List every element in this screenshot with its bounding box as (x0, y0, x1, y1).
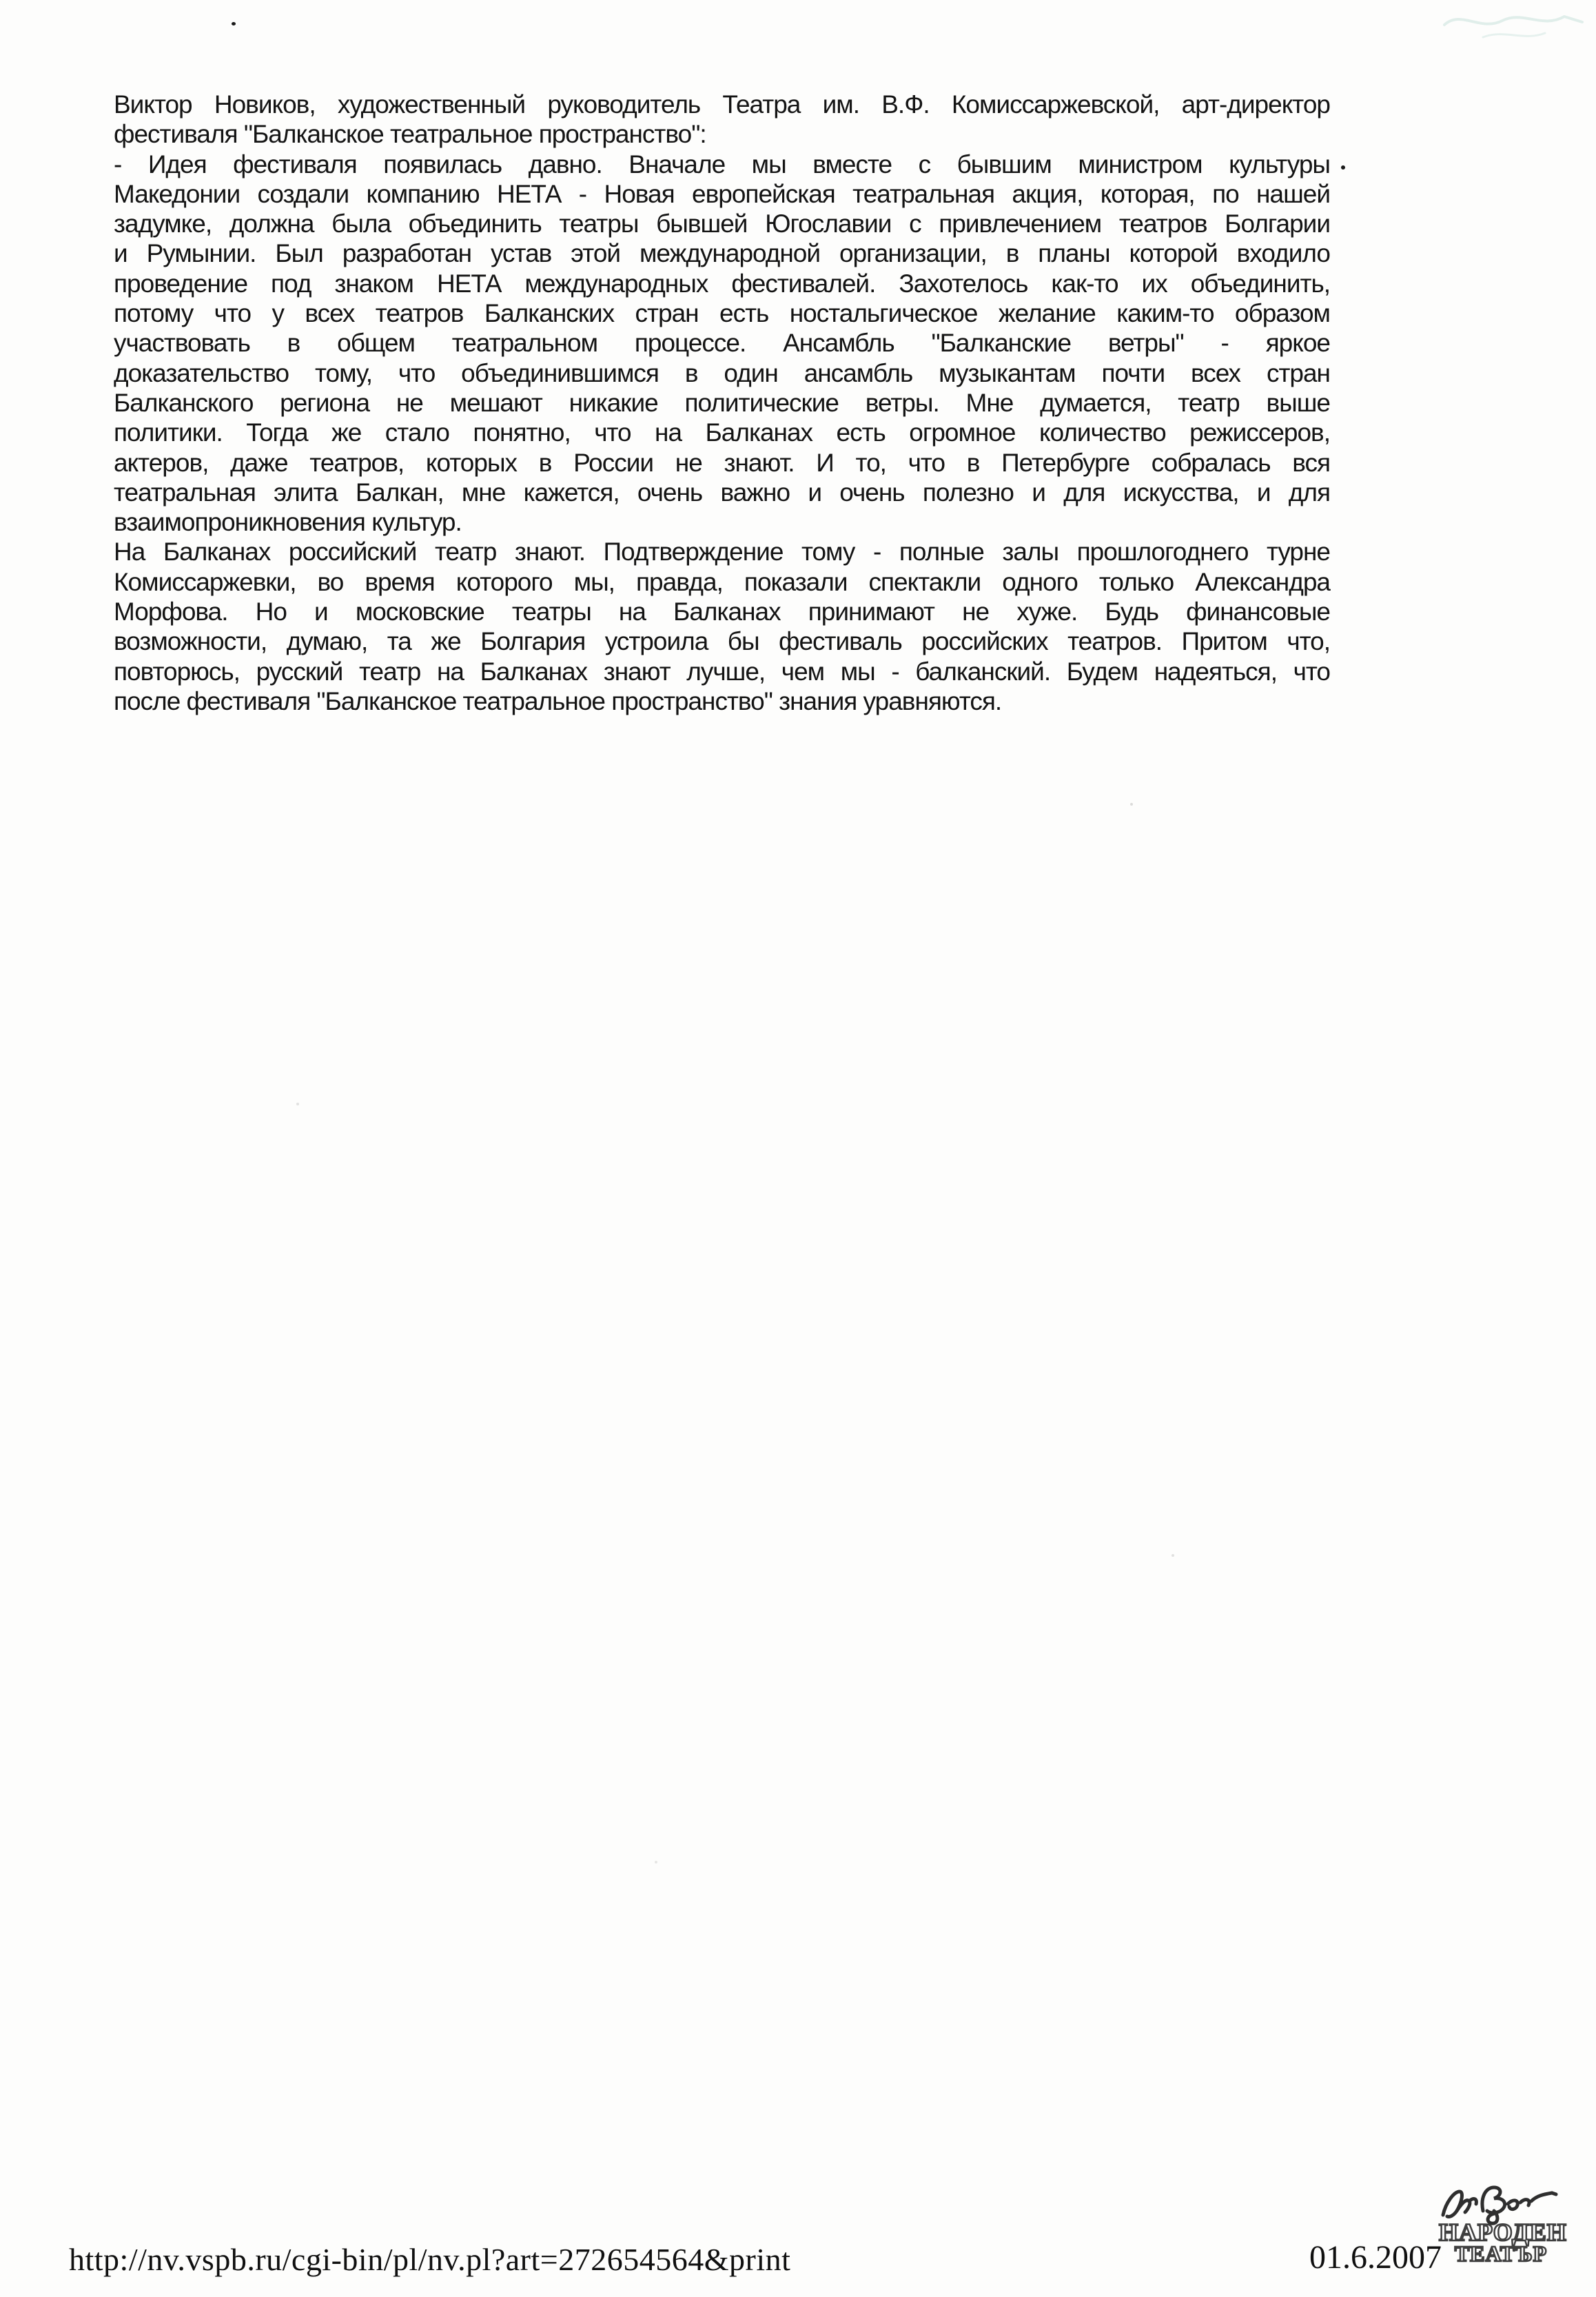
logo-text-naroden: НАРОДЕН (1439, 2218, 1567, 2246)
source-url: http://nv.vspb.ru/cgi-bin/pl/nv.pl?art=272654564&print (69, 2242, 791, 2277)
text-line: повторюсь, русский театр на Балканах знают лучше, чем мы - балканский. Будем надеяться, что (114, 657, 1330, 686)
text-line: Македонии создали компанию НЕТА - Новая европейская театральная акция, которая, по нашей (114, 179, 1330, 208)
text-line: Морфова. Но и московские театры на Балканах принимают не хуже. Будь финансовые (114, 598, 1330, 626)
text-line: На Балканах российский театр знают. Подтверждение тому - полные залы прошлогоднего турне (114, 538, 1330, 566)
scan-speck (1341, 165, 1345, 170)
text-line: взаимопроникновения культур. (114, 508, 462, 537)
text-line: после фестиваля "Балканское театральное пространство" знания уравняются. (114, 686, 1002, 715)
text-line: театральная элита Балкан, мне кажется, очень важно и очень полезно и для искусства, и для (114, 478, 1330, 507)
scan-speck (232, 22, 236, 25)
text-line: политики. Тогда же стало понятно, что на Балканах есть огромное количество режиссеров, (114, 418, 1330, 447)
scan-artifact-squiggle (1442, 1, 1586, 50)
logo-text-teatar: ТЕАТЪР (1454, 2241, 1548, 2266)
text-line: доказательство тому, что объединившимся в один ансамбль музыкантам почти всех стран (114, 358, 1330, 387)
scan-speck (296, 1103, 299, 1105)
text-line: Комиссаржевки, во время которого мы, правда, показали спектакли одного только Александра (114, 567, 1330, 596)
scan-speck (1172, 1554, 1174, 1557)
text-line: участвовать в общем театральном процессе. Ансамбль "Балканские ветры" - яркое (114, 329, 1330, 358)
text-line: - Идея фестиваля появилась давно. Вначале мы вместе с бывшим министром культуры (114, 150, 1330, 178)
text-line: возможности, думаю, та же Болгария устроила бы фестиваль российских театров. Притом что, (114, 627, 1330, 656)
article-text (114, 90, 1330, 716)
text-line: и Румынии. Был разработан устав этой международной организации, в планы которой входило (114, 239, 1330, 268)
scan-speck (655, 1861, 657, 1864)
scan-speck (1130, 803, 1133, 806)
text-line: задумке, должна была объединить театры бывшей Югославии с привлечением театров Болгарии (114, 210, 1330, 238)
text-line: проведение под знаком НЕТА международных фестивалей. Захотелось как-то их объединить, (114, 269, 1330, 298)
narodon-theatre-logo (1439, 2183, 1567, 2273)
text-line: потому что у всех театров Балканских стран есть ностальгическое желание каким-то образом (114, 299, 1330, 328)
text-line: Виктор Новиков, художественный руководитель Театра им. В.Ф. Комиссаржевской, арт-директор (114, 90, 1330, 119)
text-line: Балканского региона не мешают никакие политические ветры. Мне думается, театр выше (114, 388, 1330, 417)
print-date: 01.6.2007 (1309, 2239, 1442, 2276)
text-line: актеров, даже театров, которых в России не знают. И то, что в Петербурге собралась вся (114, 448, 1330, 477)
text-line: фестиваля "Балканское театральное пространство": (114, 120, 706, 149)
